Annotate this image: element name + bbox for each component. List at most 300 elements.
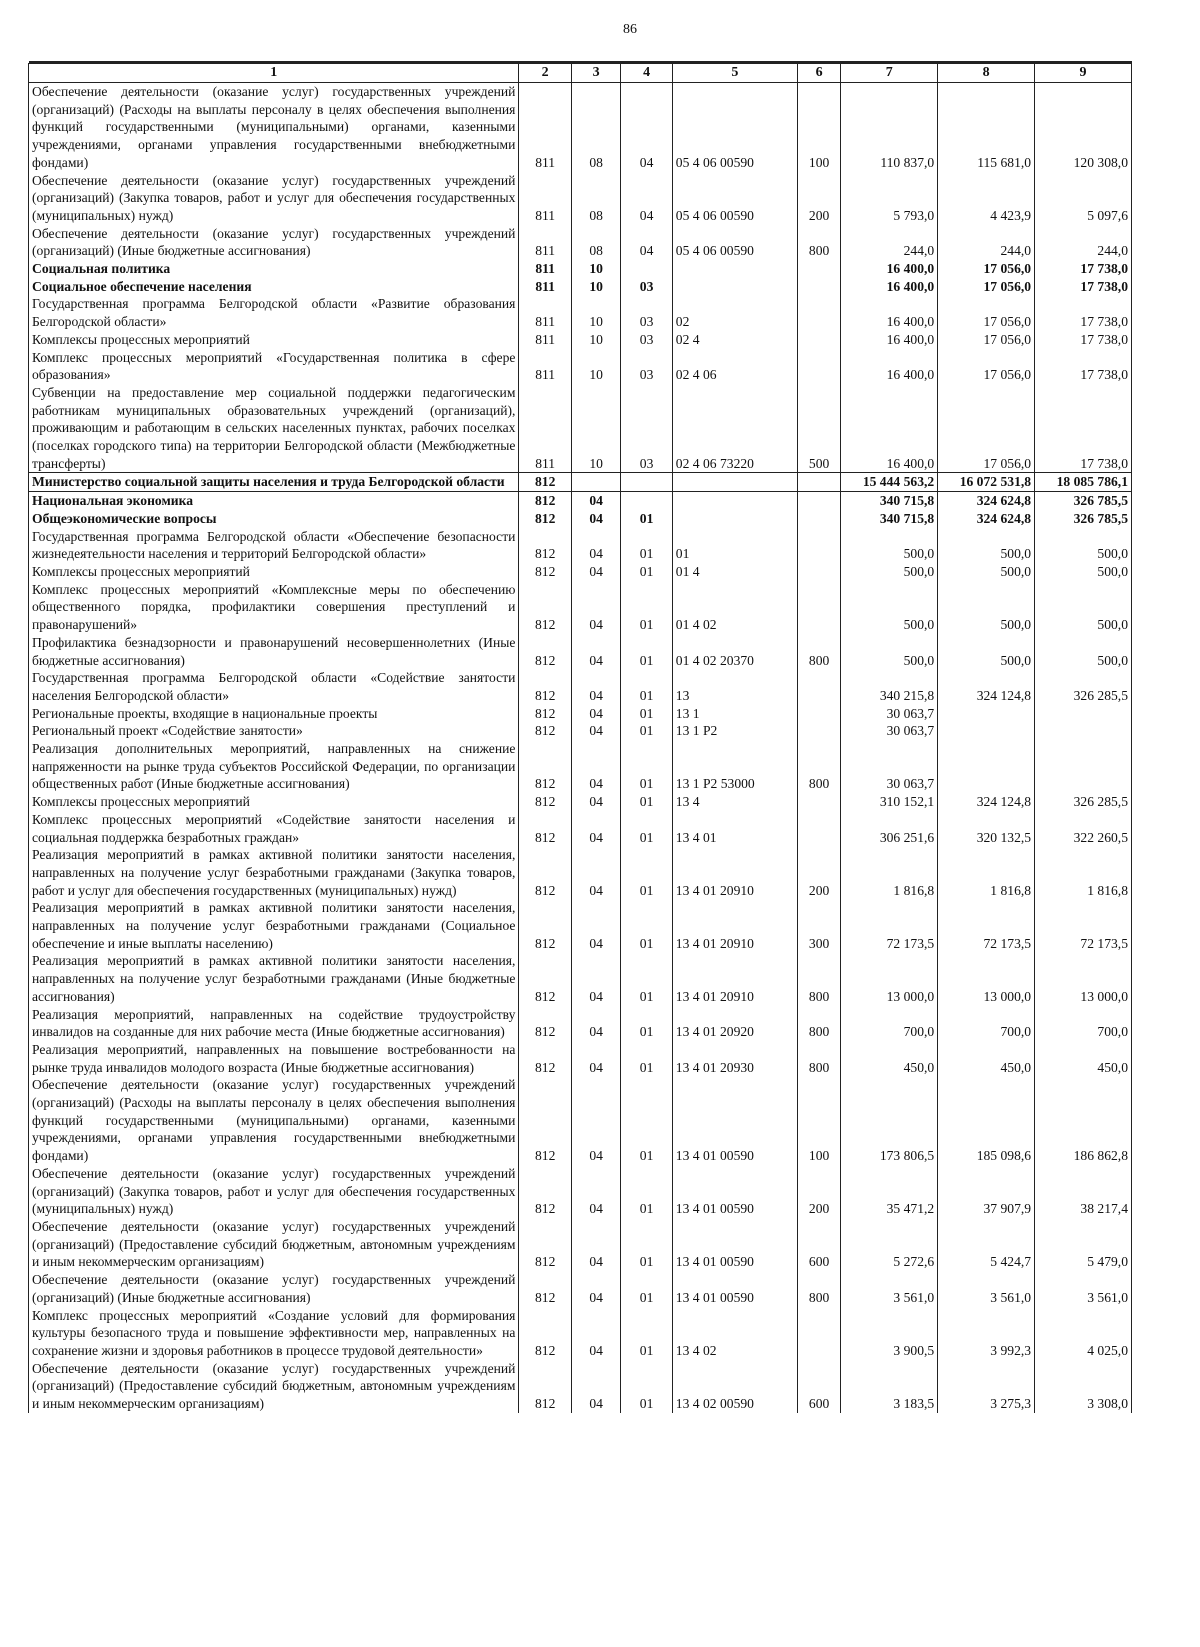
section-cell: 04 — [571, 510, 620, 528]
amount-cell: 306 251,6 — [841, 811, 938, 846]
amount-cell: 324 624,8 — [938, 510, 1035, 528]
amount-cell: 17 738,0 — [1035, 278, 1132, 296]
subsection-cell: 04 — [621, 225, 672, 260]
amount-cell: 16 072 531,8 — [938, 473, 1035, 492]
expense-type-cell: 800 — [797, 1271, 840, 1306]
description-cell: Комплекс процессных мероприятий «Создание условий для формирования культуры безопасного труда и повышение эффективности мер, направленных на сохранение жизни и здоровья работников в процессе трудовой деятельности» — [29, 1307, 519, 1360]
section-cell: 04 — [571, 1218, 620, 1271]
amount-cell: 17 056,0 — [938, 349, 1035, 384]
target-code-cell — [672, 278, 797, 296]
section-cell: 04 — [571, 1271, 620, 1306]
amount-cell: 700,0 — [1035, 1006, 1132, 1041]
target-code-cell: 13 4 02 00590 — [672, 1360, 797, 1413]
code-cell: 812 — [519, 846, 571, 899]
subsection-cell: 01 — [621, 952, 672, 1005]
expense-type-cell — [797, 1307, 840, 1360]
target-code-cell: 13 4 01 20920 — [672, 1006, 797, 1041]
table-row — [29, 384, 1132, 473]
section-cell — [571, 473, 620, 492]
target-code-cell: 13 — [672, 669, 797, 704]
amount-cell: 72 173,5 — [841, 899, 938, 952]
subsection-cell: 01 — [621, 1165, 672, 1218]
subsection-cell: 01 — [621, 1006, 672, 1041]
amount-cell: 115 681,0 — [938, 83, 1035, 172]
section-cell: 04 — [571, 705, 620, 723]
section-cell: 10 — [571, 278, 620, 296]
target-code-cell: 13 4 01 20930 — [672, 1041, 797, 1076]
section-cell: 10 — [571, 349, 620, 384]
description-cell: Министерство социальной защиты населения и труда Белгородской области — [29, 473, 519, 492]
expense-type-cell — [797, 528, 840, 563]
amount-cell: 17 056,0 — [938, 295, 1035, 330]
expense-type-cell: 200 — [797, 1165, 840, 1218]
amount-cell: 1 816,8 — [1035, 846, 1132, 899]
amount-cell: 310 152,1 — [841, 793, 938, 811]
code-cell: 812 — [519, 473, 571, 492]
amount-cell — [1035, 705, 1132, 723]
section-cell: 04 — [571, 1165, 620, 1218]
amount-cell: 500,0 — [938, 563, 1035, 581]
table-row — [29, 669, 1132, 704]
expense-type-cell: 800 — [797, 225, 840, 260]
subsection-cell: 01 — [621, 811, 672, 846]
target-code-cell — [672, 492, 797, 510]
section-cell: 10 — [571, 384, 620, 473]
amount-cell: 17 738,0 — [1035, 295, 1132, 330]
amount-cell: 324 124,8 — [938, 669, 1035, 704]
amount-cell: 4 423,9 — [938, 172, 1035, 225]
code-cell: 811 — [519, 83, 571, 172]
description-cell: Обеспечение деятельности (оказание услуг) государственных учреждений (организаций) (Закупка товаров, работ и услуг для обеспечения государственных (муниципальных) нужд) — [29, 1165, 519, 1218]
code-cell: 812 — [519, 1076, 571, 1165]
header-cell: 9 — [1035, 64, 1132, 83]
expense-type-cell: 200 — [797, 846, 840, 899]
expense-type-cell — [797, 722, 840, 740]
code-cell: 812 — [519, 793, 571, 811]
section-cell: 04 — [571, 846, 620, 899]
code-cell: 811 — [519, 384, 571, 473]
subsection-cell: 01 — [621, 510, 672, 528]
expense-type-cell: 800 — [797, 952, 840, 1005]
header-cell: 3 — [571, 64, 620, 83]
table-row — [29, 349, 1132, 384]
table-row — [29, 83, 1132, 172]
code-cell: 811 — [519, 172, 571, 225]
amount-cell: 450,0 — [841, 1041, 938, 1076]
amount-cell — [1035, 722, 1132, 740]
description-cell: Комплекс процессных мероприятий «Государственная политика в сфере образования» — [29, 349, 519, 384]
expense-type-cell: 800 — [797, 634, 840, 669]
expense-type-cell: 600 — [797, 1360, 840, 1413]
section-cell: 10 — [571, 260, 620, 278]
amount-cell: 110 837,0 — [841, 83, 938, 172]
expense-type-cell — [797, 793, 840, 811]
expense-type-cell: 500 — [797, 384, 840, 473]
code-cell: 812 — [519, 528, 571, 563]
description-cell: Социальное обеспечение населения — [29, 278, 519, 296]
description-cell: Региональные проекты, входящие в национальные проекты — [29, 705, 519, 723]
expense-type-cell — [797, 581, 840, 634]
amount-cell: 16 400,0 — [841, 260, 938, 278]
table-body — [29, 83, 1132, 1413]
subsection-cell: 01 — [621, 1307, 672, 1360]
amount-cell: 326 285,5 — [1035, 793, 1132, 811]
description-cell: Реализация мероприятий, направленных на содействие трудоустройству инвалидов на созданные для них рабочие места (Иные бюджетные ассигнования) — [29, 1006, 519, 1041]
subsection-cell: 01 — [621, 722, 672, 740]
amount-cell: 30 063,7 — [841, 705, 938, 723]
code-cell: 812 — [519, 722, 571, 740]
subsection-cell: 01 — [621, 669, 672, 704]
section-cell: 10 — [571, 331, 620, 349]
amount-cell: 17 056,0 — [938, 384, 1035, 473]
description-cell: Реализация мероприятий в рамках активной политики занятости населения, направленных на получение услуг безработными гражданами (Социальное обеспечение и иные выплаты населению) — [29, 899, 519, 952]
amount-cell: 3 275,3 — [938, 1360, 1035, 1413]
code-cell: 812 — [519, 1041, 571, 1076]
amount-cell: 30 063,7 — [841, 722, 938, 740]
code-cell: 812 — [519, 952, 571, 1005]
table-row — [29, 705, 1132, 723]
code-cell: 812 — [519, 899, 571, 952]
subsection-cell: 01 — [621, 563, 672, 581]
description-cell: Комплекс процессных мероприятий «Содействие занятости населения и социальная поддержка безработных граждан» — [29, 811, 519, 846]
code-cell: 811 — [519, 225, 571, 260]
page-number: 86 — [623, 22, 637, 37]
amount-cell: 5 272,6 — [841, 1218, 938, 1271]
target-code-cell: 13 4 01 20910 — [672, 899, 797, 952]
description-cell: Обеспечение деятельности (оказание услуг) государственных учреждений (организаций) (Расходы на выплаты персоналу в целях обеспечения выполнения функций государственными (муниципальными) органами, казенными учреждениями, органами управления государственными внебюджетными фондами) — [29, 1076, 519, 1165]
code-cell: 812 — [519, 1218, 571, 1271]
table-row — [29, 295, 1132, 330]
code-cell: 811 — [519, 278, 571, 296]
target-code-cell — [672, 260, 797, 278]
section-cell: 10 — [571, 295, 620, 330]
subsection-cell: 01 — [621, 1360, 672, 1413]
expense-type-cell: 100 — [797, 83, 840, 172]
expense-type-cell: 800 — [797, 740, 840, 793]
subsection-cell: 03 — [621, 295, 672, 330]
expense-type-cell: 200 — [797, 172, 840, 225]
expense-type-cell: 300 — [797, 899, 840, 952]
amount-cell: 244,0 — [1035, 225, 1132, 260]
target-code-cell: 13 4 — [672, 793, 797, 811]
subsection-cell: 01 — [621, 793, 672, 811]
expense-type-cell — [797, 331, 840, 349]
amount-cell: 3 561,0 — [841, 1271, 938, 1306]
code-cell: 811 — [519, 260, 571, 278]
subsection-cell: 01 — [621, 846, 672, 899]
target-code-cell: 01 4 — [672, 563, 797, 581]
code-cell: 812 — [519, 705, 571, 723]
amount-cell: 340 715,8 — [841, 492, 938, 510]
description-cell: Реализация мероприятий, направленных на повышение востребованности на рынке труда инвалидов молодого возраста (Иные бюджетные ассигнования) — [29, 1041, 519, 1076]
section-cell: 04 — [571, 581, 620, 634]
amount-cell: 3 561,0 — [1035, 1271, 1132, 1306]
code-cell: 812 — [519, 581, 571, 634]
expense-type-cell — [797, 278, 840, 296]
code-cell: 812 — [519, 492, 571, 510]
section-cell: 08 — [571, 225, 620, 260]
description-cell: Субвенции на предоставление мер социальной поддержки педагогическим работникам муниципальных образовательных учреждений (организаций), проживающим и работающим в сельских населенных пунктах, рабочих поселках (поселках городского типа) на территории Белгородской области (Межбюджетные трансферты) — [29, 384, 519, 473]
target-code-cell: 02 4 06 73220 — [672, 384, 797, 473]
amount-cell: 17 738,0 — [1035, 349, 1132, 384]
expense-type-cell — [797, 705, 840, 723]
amount-cell: 324 624,8 — [938, 492, 1035, 510]
table-row — [29, 492, 1132, 510]
table-row — [29, 1076, 1132, 1165]
description-cell: Реализация мероприятий в рамках активной политики занятости населения, направленных на получение услуг безработными гражданами (Закупка товаров, работ и услуг для обеспечения государственных (муниципальных) нужд) — [29, 846, 519, 899]
amount-cell: 500,0 — [1035, 563, 1132, 581]
amount-cell: 37 907,9 — [938, 1165, 1035, 1218]
subsection-cell — [621, 473, 672, 492]
table-row — [29, 634, 1132, 669]
section-cell: 08 — [571, 83, 620, 172]
target-code-cell: 13 1 Р2 53000 — [672, 740, 797, 793]
header-cell: 7 — [841, 64, 938, 83]
section-cell: 04 — [571, 811, 620, 846]
target-code-cell: 13 4 01 00590 — [672, 1076, 797, 1165]
amount-cell: 17 738,0 — [1035, 384, 1132, 473]
expense-type-cell: 600 — [797, 1218, 840, 1271]
amount-cell: 244,0 — [841, 225, 938, 260]
header-cell: 2 — [519, 64, 571, 83]
subsection-cell: 04 — [621, 172, 672, 225]
section-cell: 08 — [571, 172, 620, 225]
description-cell: Реализация мероприятий в рамках активной политики занятости населения, направленных на получение услуг безработными гражданами (Иные бюджетные ассигнования) — [29, 952, 519, 1005]
amount-cell: 500,0 — [1035, 581, 1132, 634]
amount-cell: 5 793,0 — [841, 172, 938, 225]
section-cell: 04 — [571, 952, 620, 1005]
subsection-cell: 01 — [621, 740, 672, 793]
subsection-cell: 01 — [621, 1218, 672, 1271]
amount-cell: 30 063,7 — [841, 740, 938, 793]
code-cell: 811 — [519, 331, 571, 349]
section-cell: 04 — [571, 1360, 620, 1413]
description-cell: Социальная политика — [29, 260, 519, 278]
subsection-cell: 01 — [621, 705, 672, 723]
subsection-cell: 03 — [621, 278, 672, 296]
code-cell: 811 — [519, 349, 571, 384]
target-code-cell: 02 — [672, 295, 797, 330]
target-code-cell: 13 4 01 — [672, 811, 797, 846]
amount-cell: 5 424,7 — [938, 1218, 1035, 1271]
description-cell: Реализация дополнительных мероприятий, направленных на снижение напряженности на рынке труда субъектов Российской Федерации, по организации общественных работ (Иные бюджетные ассигнования) — [29, 740, 519, 793]
code-cell: 812 — [519, 669, 571, 704]
amount-cell: 450,0 — [938, 1041, 1035, 1076]
description-cell: Обеспечение деятельности (оказание услуг) государственных учреждений (организаций) (Иные бюджетные ассигнования) — [29, 225, 519, 260]
amount-cell: 326 785,5 — [1035, 492, 1132, 510]
section-cell: 04 — [571, 1006, 620, 1041]
expense-type-cell: 800 — [797, 1006, 840, 1041]
amount-cell — [938, 705, 1035, 723]
amount-cell: 340 715,8 — [841, 510, 938, 528]
amount-cell: 500,0 — [841, 563, 938, 581]
header-cell: 1 — [29, 64, 519, 83]
amount-cell: 244,0 — [938, 225, 1035, 260]
amount-cell: 500,0 — [938, 528, 1035, 563]
target-code-cell: 05 4 06 00590 — [672, 83, 797, 172]
subsection-cell — [621, 260, 672, 278]
amount-cell: 17 738,0 — [1035, 331, 1132, 349]
target-code-cell: 13 4 01 20910 — [672, 846, 797, 899]
description-cell: Обеспечение деятельности (оказание услуг) государственных учреждений (организаций) (Предоставление субсидий бюджетным, автономным учреждениям и иным некоммерческим организациям) — [29, 1218, 519, 1271]
section-cell: 04 — [571, 528, 620, 563]
table-row — [29, 1006, 1132, 1041]
amount-cell: 324 124,8 — [938, 793, 1035, 811]
amount-cell: 326 785,5 — [1035, 510, 1132, 528]
amount-cell: 5 097,6 — [1035, 172, 1132, 225]
subsection-cell: 01 — [621, 581, 672, 634]
amount-cell: 17 738,0 — [1035, 260, 1132, 278]
header-row — [29, 64, 1132, 83]
amount-cell: 320 132,5 — [938, 811, 1035, 846]
amount-cell: 16 400,0 — [841, 331, 938, 349]
target-code-cell: 01 4 02 — [672, 581, 797, 634]
amount-cell: 450,0 — [1035, 1041, 1132, 1076]
table-row — [29, 952, 1132, 1005]
target-code-cell: 02 4 — [672, 331, 797, 349]
amount-cell: 17 056,0 — [938, 331, 1035, 349]
subsection-cell: 03 — [621, 349, 672, 384]
expense-type-cell — [797, 349, 840, 384]
header-cell: 6 — [797, 64, 840, 83]
section-cell: 04 — [571, 563, 620, 581]
amount-cell: 340 215,8 — [841, 669, 938, 704]
amount-cell: 18 085 786,1 — [1035, 473, 1132, 492]
code-cell: 812 — [519, 811, 571, 846]
amount-cell: 700,0 — [841, 1006, 938, 1041]
amount-cell: 3 308,0 — [1035, 1360, 1132, 1413]
subsection-cell: 01 — [621, 1041, 672, 1076]
table-row — [29, 528, 1132, 563]
code-cell: 811 — [519, 295, 571, 330]
header-cell: 5 — [672, 64, 797, 83]
amount-cell: 1 816,8 — [938, 846, 1035, 899]
expense-type-cell: 100 — [797, 1076, 840, 1165]
expense-type-cell: 800 — [797, 1041, 840, 1076]
table-row — [29, 225, 1132, 260]
amount-cell: 5 479,0 — [1035, 1218, 1132, 1271]
amount-cell: 16 400,0 — [841, 384, 938, 473]
description-cell: Региональный проект «Содействие занятости» — [29, 722, 519, 740]
description-cell: Обеспечение деятельности (оказание услуг) государственных учреждений (организаций) (Расходы на выплаты персоналу в целях обеспечения выполнения функций государственными (муниципальными) органами, казенными учреждениями, органами управления государственными внебюджетными фондами) — [29, 83, 519, 172]
amount-cell: 500,0 — [938, 634, 1035, 669]
amount-cell: 185 098,6 — [938, 1076, 1035, 1165]
description-cell: Обеспечение деятельности (оказание услуг) государственных учреждений (организаций) (Закупка товаров, работ и услуг для обеспечения государственных (муниципальных) нужд) — [29, 172, 519, 225]
target-code-cell: 13 4 01 20910 — [672, 952, 797, 1005]
code-cell: 812 — [519, 1271, 571, 1306]
subsection-cell: 04 — [621, 83, 672, 172]
description-cell: Государственная программа Белгородской области «Обеспечение безопасности жизнедеятельности населения и территорий Белгородской области» — [29, 528, 519, 563]
expense-type-cell — [797, 260, 840, 278]
header-cell: 8 — [938, 64, 1035, 83]
amount-cell: 72 173,5 — [1035, 899, 1132, 952]
code-cell: 812 — [519, 1307, 571, 1360]
table-row — [29, 563, 1132, 581]
section-cell: 04 — [571, 634, 620, 669]
table-row — [29, 260, 1132, 278]
section-cell: 04 — [571, 793, 620, 811]
expense-type-cell — [797, 563, 840, 581]
description-cell: Общеэкономические вопросы — [29, 510, 519, 528]
target-code-cell: 05 4 06 00590 — [672, 172, 797, 225]
target-code-cell: 01 — [672, 528, 797, 563]
expense-type-cell — [797, 510, 840, 528]
amount-cell: 35 471,2 — [841, 1165, 938, 1218]
target-code-cell: 13 1 Р2 — [672, 722, 797, 740]
expense-type-cell — [797, 811, 840, 846]
section-cell: 04 — [571, 669, 620, 704]
header-cell: 4 — [621, 64, 672, 83]
target-code-cell: 02 4 06 — [672, 349, 797, 384]
description-cell: Комплексы процессных мероприятий — [29, 563, 519, 581]
table-row — [29, 581, 1132, 634]
budget-table — [28, 61, 1132, 1413]
subsection-cell: 03 — [621, 384, 672, 473]
table-row — [29, 1307, 1132, 1360]
table-row — [29, 473, 1132, 492]
table-row — [29, 1041, 1132, 1076]
table-row — [29, 510, 1132, 528]
amount-cell: 3 561,0 — [938, 1271, 1035, 1306]
section-cell: 04 — [571, 1307, 620, 1360]
description-cell: Комплексы процессных мероприятий — [29, 793, 519, 811]
description-cell: Комплекс процессных мероприятий «Комплексные меры по обеспечению общественного порядка, профилактики совершения преступлений и правонарушений» — [29, 581, 519, 634]
section-cell: 04 — [571, 722, 620, 740]
amount-cell: 16 400,0 — [841, 349, 938, 384]
code-cell: 812 — [519, 1165, 571, 1218]
table-row — [29, 172, 1132, 225]
description-cell: Государственная программа Белгородской области «Содействие занятости населения Белгородской области» — [29, 669, 519, 704]
description-cell: Профилактика безнадзорности и правонарушений несовершеннолетних (Иные бюджетные ассигнования) — [29, 634, 519, 669]
code-cell: 812 — [519, 740, 571, 793]
amount-cell: 120 308,0 — [1035, 83, 1132, 172]
description-cell: Государственная программа Белгородской области «Развитие образования Белгородской области» — [29, 295, 519, 330]
amount-cell: 4 025,0 — [1035, 1307, 1132, 1360]
amount-cell: 3 183,5 — [841, 1360, 938, 1413]
amount-cell: 3 900,5 — [841, 1307, 938, 1360]
description-cell: Обеспечение деятельности (оказание услуг) государственных учреждений (организаций) (Предоставление субсидий бюджетным, автономным учреждениям и иным некоммерческим организациям) — [29, 1360, 519, 1413]
amount-cell: 500,0 — [841, 634, 938, 669]
amount-cell: 500,0 — [841, 581, 938, 634]
table-row — [29, 1165, 1132, 1218]
subsection-cell: 01 — [621, 1271, 672, 1306]
amount-cell — [938, 722, 1035, 740]
table-row — [29, 1360, 1132, 1413]
table-row — [29, 793, 1132, 811]
expense-type-cell — [797, 473, 840, 492]
amount-cell: 500,0 — [841, 528, 938, 563]
description-cell: Комплексы процессных мероприятий — [29, 331, 519, 349]
amount-cell: 38 217,4 — [1035, 1165, 1132, 1218]
code-cell: 812 — [519, 1360, 571, 1413]
target-code-cell: 01 4 02 20370 — [672, 634, 797, 669]
table-row — [29, 722, 1132, 740]
section-cell: 04 — [571, 1041, 620, 1076]
table-row — [29, 740, 1132, 793]
table-row — [29, 1271, 1132, 1306]
target-code-cell: 05 4 06 00590 — [672, 225, 797, 260]
expense-type-cell — [797, 295, 840, 330]
target-code-cell — [672, 473, 797, 492]
amount-cell: 16 400,0 — [841, 295, 938, 330]
section-cell: 04 — [571, 740, 620, 793]
amount-cell: 173 806,5 — [841, 1076, 938, 1165]
subsection-cell: 01 — [621, 1076, 672, 1165]
target-code-cell: 13 4 01 00590 — [672, 1271, 797, 1306]
amount-cell: 700,0 — [938, 1006, 1035, 1041]
amount-cell: 17 056,0 — [938, 260, 1035, 278]
amount-cell: 500,0 — [938, 581, 1035, 634]
